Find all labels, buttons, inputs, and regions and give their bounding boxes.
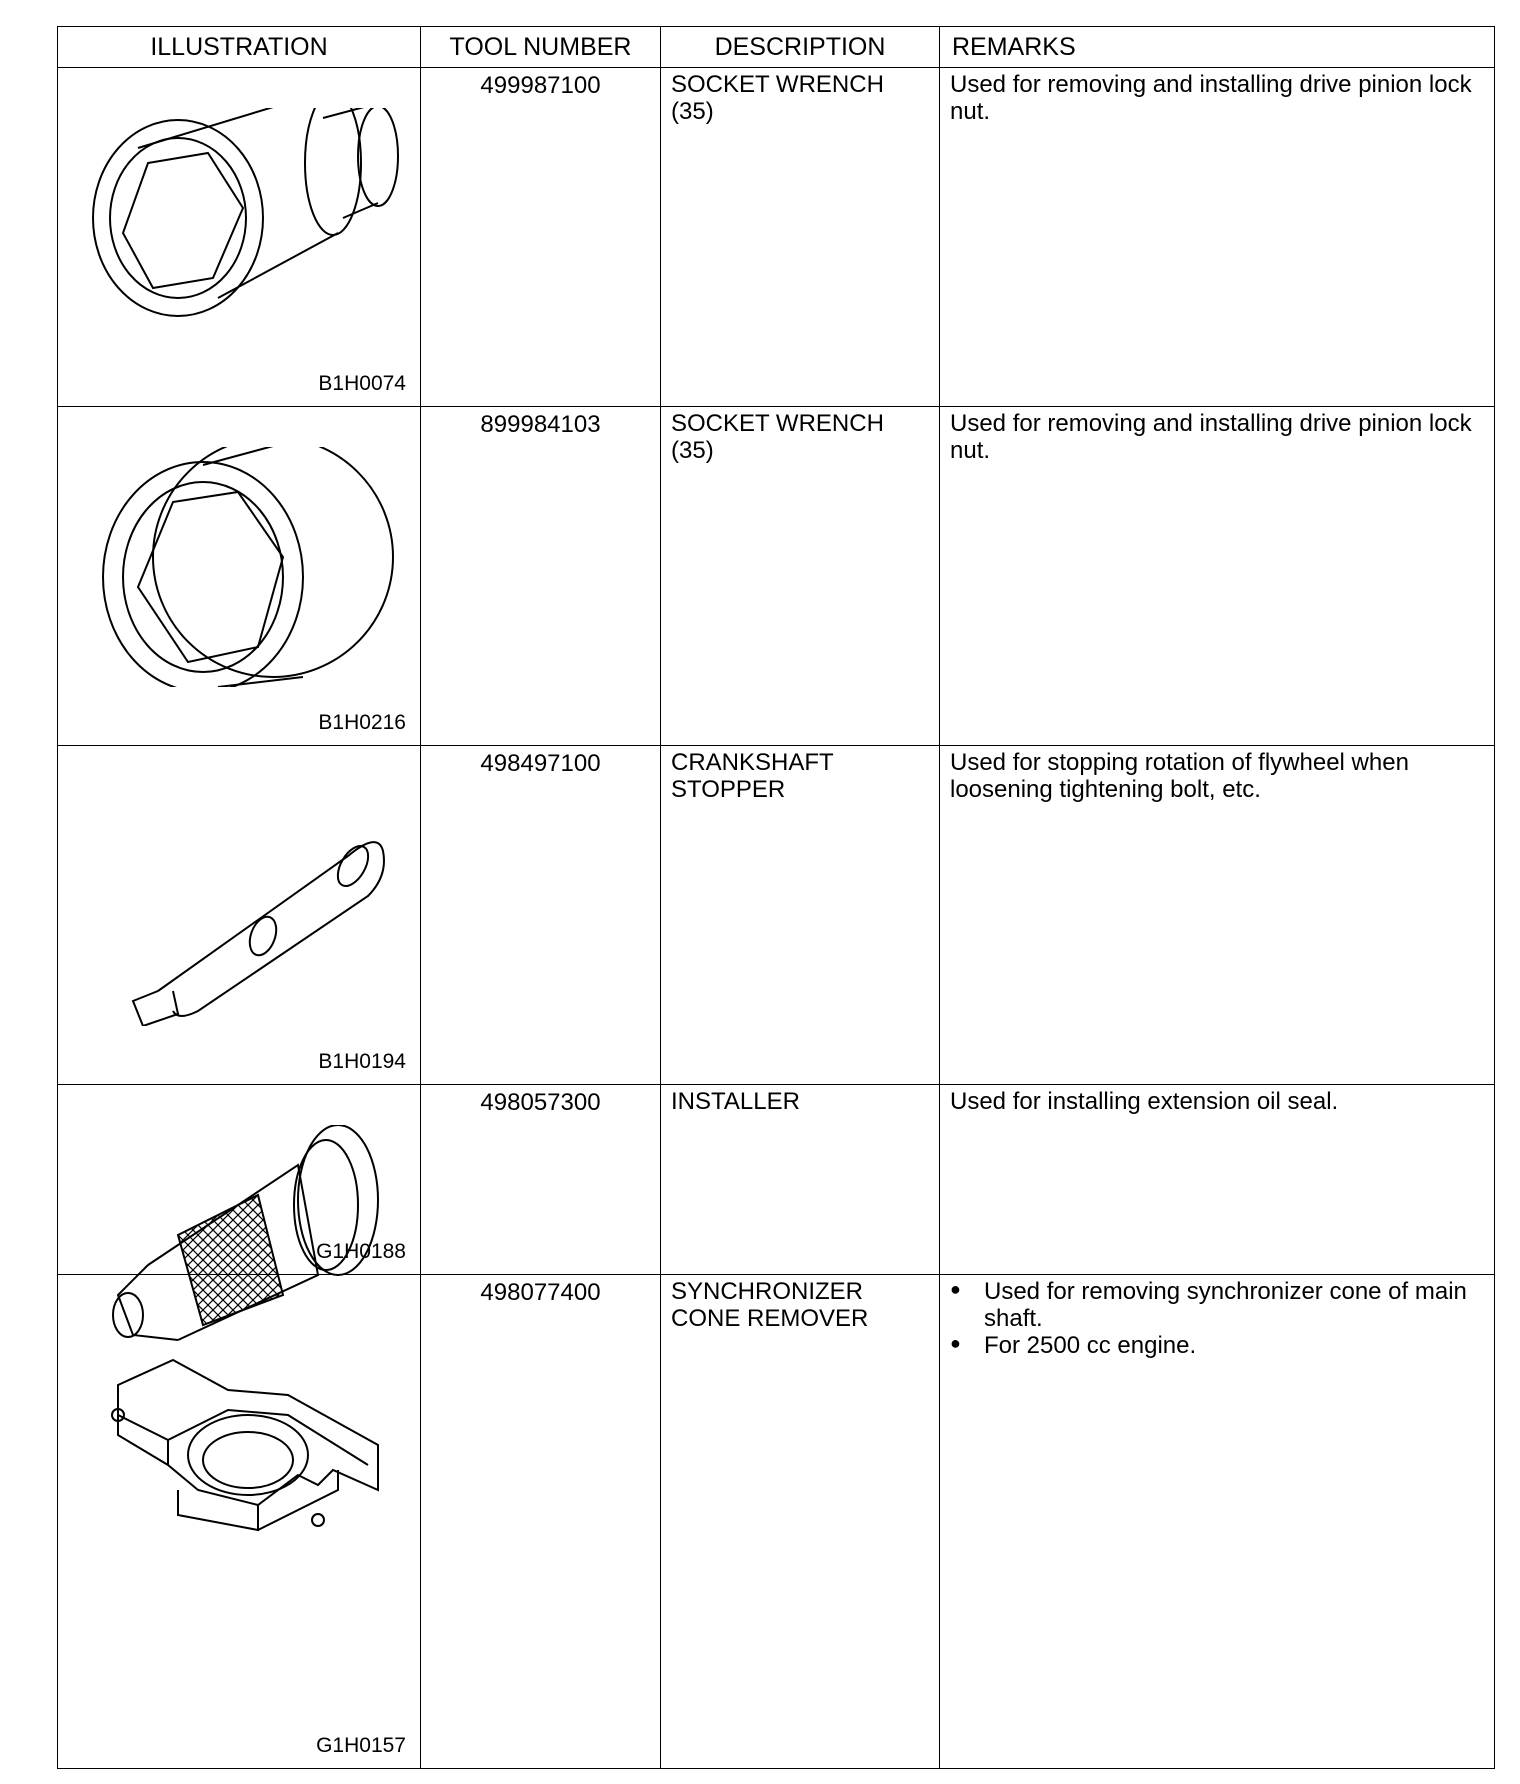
description-line: SOCKET WRENCH: [671, 71, 884, 98]
socket-wrench-short-icon: [78, 447, 408, 687]
remarks: Used for removing and installing drive pinion lock nut.: [940, 406, 1495, 745]
table-row: [58, 1275, 1495, 1769]
description: [661, 745, 940, 1084]
description-line: (35): [671, 436, 714, 464]
remarks-bullet: ● Used for removing synchronizer cone of main shaft.: [950, 1279, 1484, 1333]
remarks: Used for installing extension oil seal.: [940, 1084, 1495, 1274]
image-code: B1H0074: [318, 371, 406, 395]
table-row: [58, 406, 1495, 745]
description: [661, 68, 940, 407]
description-line: CONE REMOVER: [671, 1304, 869, 1332]
image-code: G1H0157: [316, 1734, 406, 1757]
table-row: [58, 1084, 1495, 1274]
description: [661, 1275, 940, 1769]
description: [661, 1084, 940, 1274]
table-row: [58, 745, 1495, 1084]
description-line: STOPPER: [671, 775, 786, 803]
remarks: [940, 1275, 1495, 1769]
special-tools-table: [57, 26, 1495, 1769]
image-code: B1H0194: [318, 1049, 406, 1073]
illustration-cell: [58, 1084, 421, 1274]
synchronizer-cone-remover-icon: [78, 1315, 408, 1555]
remarks: Used for removing and installing drive pinion lock nut.: [940, 68, 1495, 407]
description-line: CRANKSHAFT: [671, 748, 834, 776]
description-line: (35): [671, 97, 714, 125]
header-remarks: REMARKS: [940, 27, 1495, 68]
description-line: INSTALLER: [671, 1087, 800, 1115]
tool-number: 498077400: [421, 1275, 661, 1769]
tool-number: 498057300: [421, 1084, 661, 1274]
tool-number: 498497100: [421, 745, 661, 1084]
image-code: G1H0188: [316, 1240, 406, 1264]
header-description: DESCRIPTION: [661, 27, 940, 68]
description: [661, 406, 940, 745]
illustration-cell: [58, 745, 421, 1084]
description-line: SOCKET WRENCH: [671, 409, 884, 437]
table-header-row: [58, 27, 1495, 68]
header-illustration: ILLUSTRATION: [58, 27, 421, 68]
remarks: Used for stopping rotation of flywheel when loosening tightening bolt, etc.: [940, 745, 1495, 1084]
crankshaft-stopper-icon: [78, 786, 408, 1026]
illustration-cell: [58, 406, 421, 745]
header-tool-number: TOOL NUMBER: [421, 27, 661, 68]
remarks-list: [950, 1279, 1484, 1360]
socket-wrench-long-icon: [78, 108, 408, 348]
table-row: [58, 68, 1495, 407]
illustration-cell: [58, 1275, 421, 1769]
image-code: B1H0216: [318, 710, 406, 734]
tool-number: 899984103: [421, 406, 661, 745]
description-line: SYNCHRONIZER: [671, 1278, 864, 1306]
illustration-cell: [58, 68, 421, 407]
tool-number: 499987100: [421, 68, 661, 407]
remarks-bullet: ● For 2500 cc engine.: [950, 1333, 1484, 1360]
